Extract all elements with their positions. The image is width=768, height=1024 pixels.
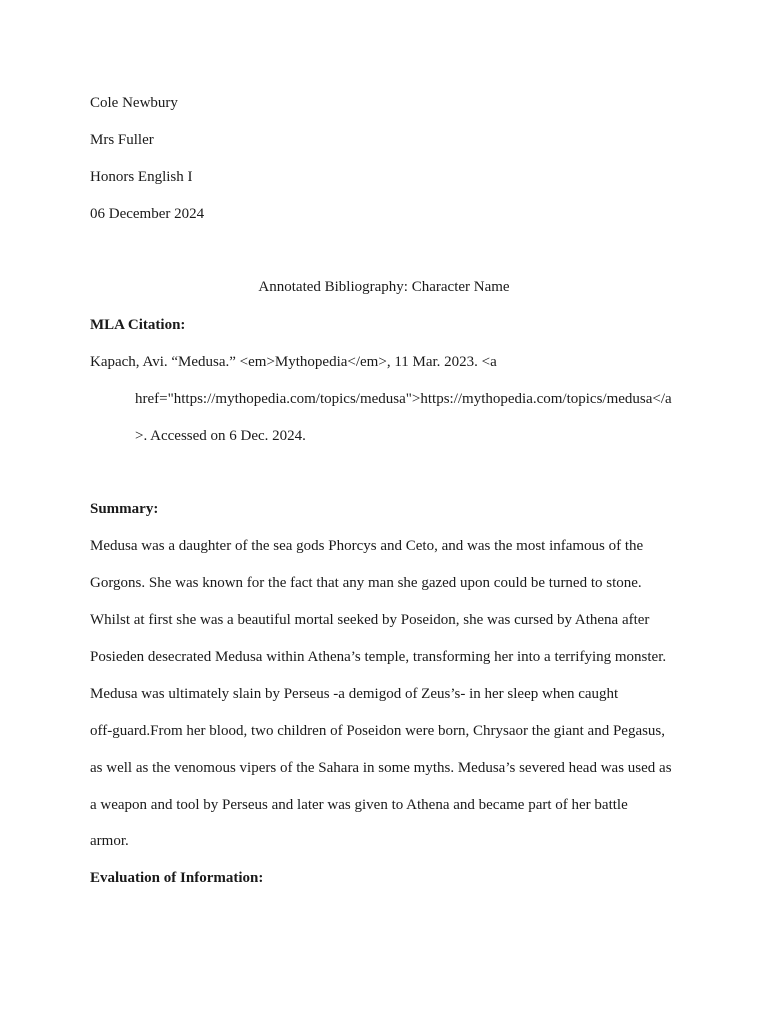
evaluation-heading: Evaluation of Information: xyxy=(90,870,264,886)
summary-line: off-guard.From her blood, two children of Poseidon were born, Chrysaor the giant and Pegasus, xyxy=(90,723,666,739)
summary-line: armor. xyxy=(90,833,129,849)
citation-heading: MLA Citation: xyxy=(90,317,186,333)
summary-line: a weapon and tool by Perseus and later was given to Athena and became part of her battle xyxy=(90,797,628,813)
course-name: Honors English I xyxy=(90,169,193,185)
student-name: Cole Newbury xyxy=(90,95,178,111)
summary-line: Medusa was a daughter of the sea gods Phorcys and Ceto, and was the most infamous of the xyxy=(90,538,644,554)
summary-line: Medusa was ultimately slain by Perseus -a demigod of Zeus’s- in her sleep when caught xyxy=(90,686,619,702)
citation-line: Kapach, Avi. “Medusa.” <em>Mythopedia</em>, 11 Mar. 2023. <a xyxy=(90,354,497,370)
citation-line: href="https://mythopedia.com/topics/medusa">https://mythopedia.com/topics/medusa</a xyxy=(135,391,672,407)
summary-line: Posieden desecrated Medusa within Athena’s temple, transforming her into a terrifying monster. xyxy=(90,649,667,665)
summary-line: as well as the venomous vipers of the Sahara in some myths. Medusa’s severed head was used as xyxy=(90,760,672,776)
document-title: Annotated Bibliography: Character Name xyxy=(258,279,510,295)
citation-line: >. Accessed on 6 Dec. 2024. xyxy=(135,428,306,444)
document-date: 06 December 2024 xyxy=(90,206,205,222)
summary-line: Gorgons. She was known for the fact that any man she gazed upon could be turned to stone. xyxy=(90,575,642,591)
summary-line: Whilst at first she was a beautiful mortal seeked by Poseidon, she was cursed by Athena after xyxy=(90,612,650,628)
teacher-name: Mrs Fuller xyxy=(90,132,154,148)
summary-heading: Summary: xyxy=(90,501,159,517)
